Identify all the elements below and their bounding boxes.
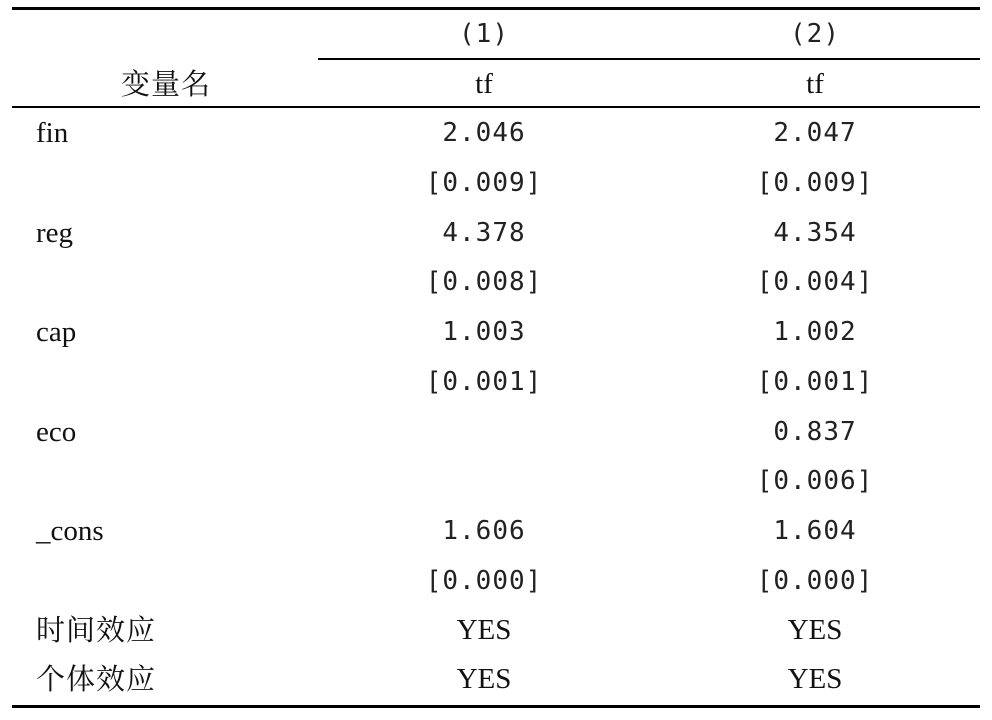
fixed-effect-col1: YES xyxy=(456,663,512,695)
row-label: eco xyxy=(36,416,77,448)
column-group-rule xyxy=(318,58,980,60)
coefficient-col1: 4.378 xyxy=(442,218,526,248)
variable-header: 变量名 xyxy=(120,67,212,101)
coefficient-col2: 4.354 xyxy=(773,218,857,248)
fixed-effect-col2: YES xyxy=(787,663,843,695)
pvalue-col1: [0.008] xyxy=(425,267,543,297)
pvalue-col2: [0.009] xyxy=(756,168,874,198)
header-rule xyxy=(12,106,980,108)
pvalue-col1: [0.009] xyxy=(425,168,543,198)
pvalue-col2: [0.004] xyxy=(756,267,874,297)
bottom-rule xyxy=(12,705,980,708)
coefficient-col1: 1.003 xyxy=(442,317,526,347)
fixed-effect-col1: YES xyxy=(456,614,512,646)
coefficient-col2: 2.047 xyxy=(773,118,857,148)
row-label: 个体效应 xyxy=(36,662,157,696)
pvalue-col2: [0.006] xyxy=(756,466,874,496)
column-1-number: (1) xyxy=(459,19,509,49)
coefficient-col2: 1.604 xyxy=(773,516,857,546)
column-2-dependent: tf xyxy=(806,68,824,100)
coefficient-col1: 2.046 xyxy=(442,118,526,148)
coefficient-col2: 0.837 xyxy=(773,417,857,447)
row-label: cap xyxy=(36,316,77,348)
fixed-effect-col2: YES xyxy=(787,614,843,646)
pvalue-col2: [0.000] xyxy=(756,566,874,596)
row-label: _cons xyxy=(36,515,104,547)
row-label: reg xyxy=(36,217,74,249)
column-2-number: (2) xyxy=(790,19,840,49)
row-label: fin xyxy=(36,117,69,149)
pvalue-col1: [0.001] xyxy=(425,367,543,397)
top-rule xyxy=(12,7,980,10)
pvalue-col2: [0.001] xyxy=(756,367,874,397)
coefficient-col1: 1.606 xyxy=(442,516,526,546)
column-1-dependent: tf xyxy=(475,68,493,100)
coefficient-col2: 1.002 xyxy=(773,317,857,347)
row-label: 时间效应 xyxy=(36,613,157,647)
pvalue-col1: [0.000] xyxy=(425,566,543,596)
